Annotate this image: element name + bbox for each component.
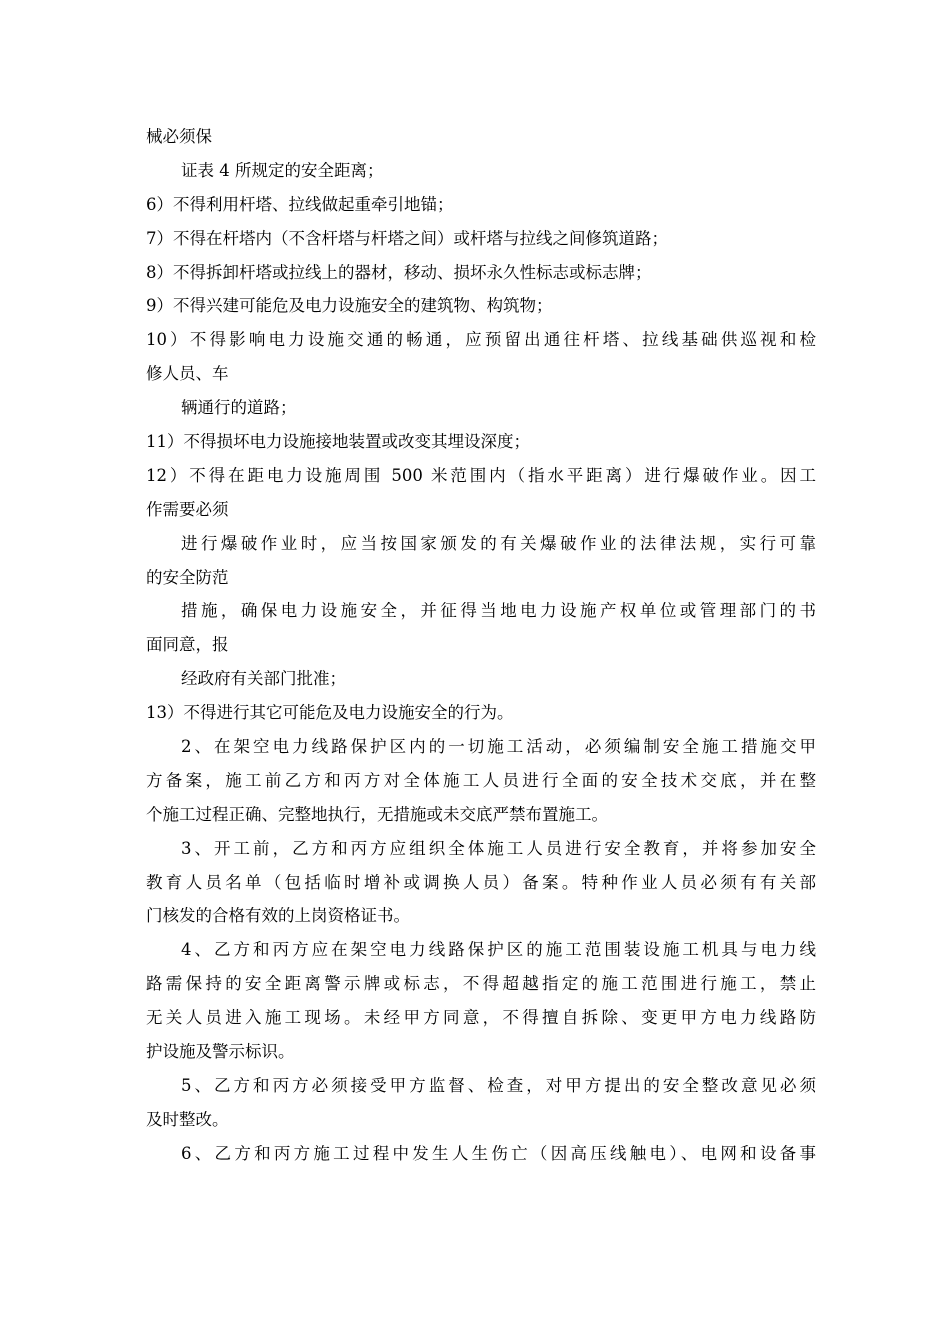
text-line: 无关人员进入施工现场。未经甲方同意，不得擅自拆除、变更甲方电力线路防 (146, 1008, 816, 1028)
text-line: 辆通行的道路； (181, 398, 297, 418)
text-line: 10）不得影响电力设施交通的畅通，应预留出通往杆塔、拉线基础供巡视和检 (146, 330, 816, 350)
text-line: 面同意，报 (146, 635, 229, 655)
text-line: 路需保持的安全距离警示牌或标志，不得超越指定的施工范围进行施工，禁止 (146, 974, 816, 994)
text-line: 11）不得损坏电力设施接地装置或改变其埋设深度； (146, 432, 530, 452)
text-line: 的安全防范 (146, 567, 229, 587)
text-line: 7）不得在杆塔内（不含杆塔与杆塔之间）或杆塔与拉线之间修筑道路； (146, 228, 668, 248)
text-line: 进行爆破作业时，应当按国家颁发的有关爆破作业的法律法规，实行可靠 (181, 533, 816, 553)
text-line: 8）不得拆卸杆塔或拉线上的器材，移动、损坏永久性标志或标志牌； (146, 262, 652, 282)
text-line: 12）不得在距电力设施周围 500 米范围内（指水平距离）进行爆破作业。因工 (146, 465, 816, 485)
text-line: 修人员、车 (146, 364, 229, 384)
text-line: 个施工过程正确、完整地执行，无措施或未交底严禁布置施工。 (146, 804, 608, 824)
text-line: 械必须保 (146, 127, 212, 146)
text-line: 教育人员名单（包括临时增补或调换人员）备案。特种作业人员必须有有关部 (146, 872, 816, 892)
text-line: 2、在架空电力线路保护区内的一切施工活动，必须编制安全施工措施交甲 (181, 737, 816, 757)
text-line: 4、乙方和丙方应在架空电力线路保护区的施工范围装设施工机具与电力线 (181, 940, 816, 960)
text-line: 9）不得兴建可能危及电力设施安全的建筑物、构筑物； (146, 296, 553, 316)
document-body (146, 120, 816, 1171)
text-line: 作需要必须 (146, 499, 229, 519)
text-line: 3、开工前，乙方和丙方应组织全体施工人员进行安全教育，并将参加安全 (181, 838, 816, 858)
text-line: 护设施及警示标识。 (146, 1042, 295, 1062)
text-line: 证表 4 所规定的安全距离； (181, 160, 384, 180)
text-line: 及时整改。 (146, 1109, 229, 1129)
text-line: 门核发的合格有效的上岗资格证书。 (146, 906, 410, 926)
text-line: 13）不得进行其它可能危及电力设施安全的行为。 (146, 703, 514, 723)
text-line: 5、乙方和丙方必须接受甲方监督、检查，对甲方提出的安全整改意见必须 (181, 1075, 816, 1095)
text-line: 经政府有关部门批准； (181, 669, 346, 689)
text-line: 措施，确保电力设施安全，并征得当地电力设施产权单位或管理部门的书 (181, 601, 816, 621)
text-line: 6、乙方和丙方施工过程中发生人生伤亡（因高压线触电）、电网和设备事 (181, 1143, 816, 1163)
text-line: 6）不得利用杆塔、拉线做起重牵引地锚； (146, 194, 454, 214)
text-line: 方备案，施工前乙方和丙方对全体施工人员进行全面的安全技术交底，并在整 (146, 770, 816, 790)
